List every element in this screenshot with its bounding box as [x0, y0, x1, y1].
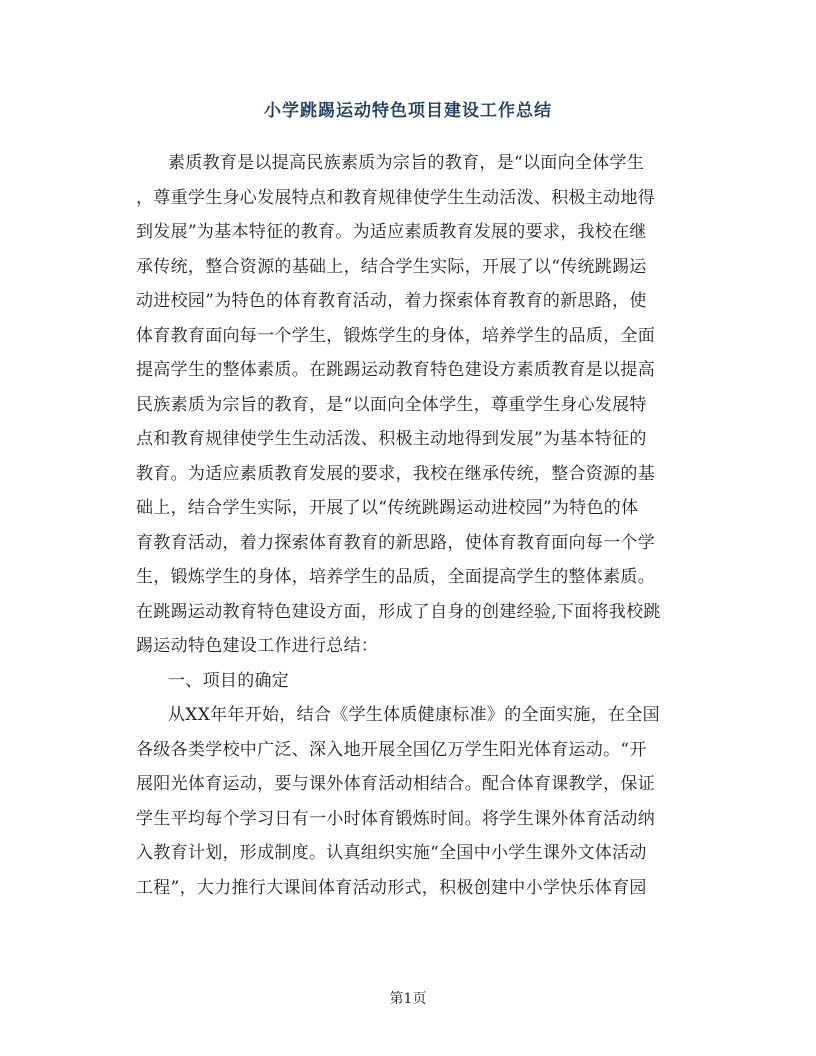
body-line: 素质教育是以提高民族素质为宗旨的教育，是“以面向全体学生	[168, 153, 645, 173]
body-line: 在跳踢运动教育特色建设方面，形成了自身的创建经验,下面将我校跳	[136, 601, 661, 622]
section-heading: 一、项目的确定	[168, 670, 290, 691]
page-number: 第1页	[389, 991, 427, 1007]
body-line: 动进校园”为特色的体育教育活动，着力探索体育教育的新思路，使	[136, 291, 647, 311]
body-line: 础上，结合学生实际，开展了以“传统跳踢运动进校园”为特色的体	[136, 498, 639, 518]
document-body	[136, 146, 684, 905]
body-line: ，尊重学生身心发展特点和教育规律使学生生动活泼、积极主动地得	[136, 187, 655, 208]
body-line: 学生平均每个学习日有一小时体育锻炼时间。将学生课外体育活动纳	[136, 808, 655, 829]
body-line: 生，锻炼学生的身体，培养学生的品质，全面提高学生的整体素质。	[136, 567, 655, 587]
body-line: 育教育活动，着力探索体育教育的新思路，使体育教育面向每一个学	[136, 532, 655, 553]
body-line: 入教育计划，形成制度。认真组织实施“全国中小学生课外文体活动	[136, 843, 647, 863]
body-line: 体育教育面向每一个学生，锻炼学生的身体，培养学生的品质，全面	[136, 325, 655, 346]
body-line: 教育。为适应素质教育发展的要求，我校在继承传统，整合资源的基	[136, 463, 655, 484]
body-line: 提高学生的整体素质。在跳踢运动教育特色建设方素质教育是以提高	[136, 360, 655, 380]
body-line: 民族素质为宗旨的教育，是“以面向全体学生，尊重学生身心发展特	[136, 394, 647, 415]
body-line: 点和教育规律使学生生动活泼、积极主动地得到发展”为基本特征的	[136, 429, 647, 449]
document-title: 小学跳踢运动特色项目建设工作总结	[264, 101, 552, 121]
body-line: 展阳光体育运动，要与课外体育活动相结合。配合体育课教学，保证	[136, 774, 655, 794]
body-line: 从XX年年开始，结合《学生体质健康标准》的全面实施，在全国	[168, 705, 660, 725]
body-line: 到发展”为基本特征的教育。为适应素质教育发展的要求，我校在继	[136, 222, 647, 242]
body-line: 各级各类学校中广泛、深入地开展全国亿万学生阳光体育运动。“开	[136, 739, 647, 760]
body-line: 工程”，大力推行大课间体育活动形式，积极创建中小学快乐体育园	[136, 877, 647, 898]
body-line: 承传统，整合资源的基础上，结合学生实际，开展了以“传统跳踢运	[136, 256, 647, 277]
body-line: 踢运动特色建设工作进行总结：	[136, 636, 379, 656]
